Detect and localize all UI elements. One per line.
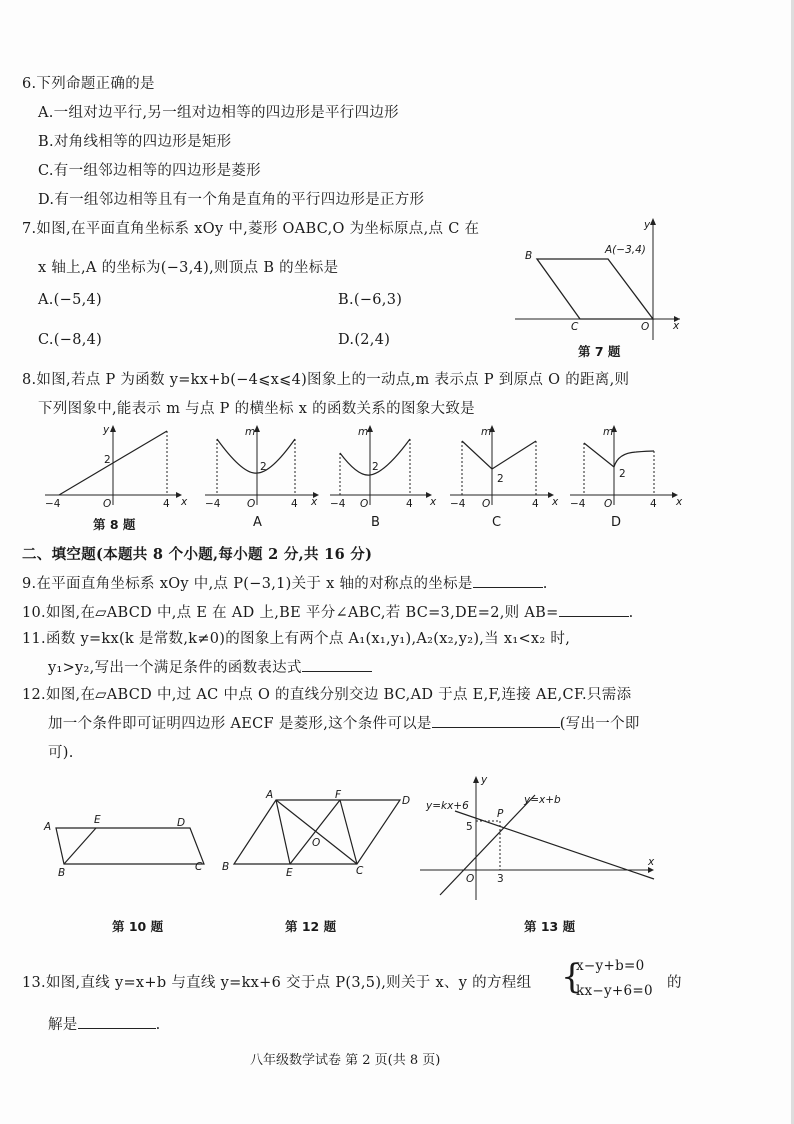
q7-label-y: y bbox=[644, 219, 651, 231]
q10-answer-blank[interactable] bbox=[559, 602, 629, 617]
q10-stem: 10.如图,在▱ABCD 中,点 E 在 AD 上,BE 平分∠ABC,若 BC=3,DE=2,则 AB= bbox=[22, 605, 559, 621]
q8-c-neg4-label: −4 bbox=[450, 498, 466, 510]
q8-a-o-label: O bbox=[247, 498, 256, 510]
q8-caption-main: 第 8 题 bbox=[93, 517, 136, 532]
q8-caption-a: A bbox=[253, 515, 262, 530]
fig13-caption: 第 13 题 bbox=[524, 919, 576, 934]
q8-caption-c: C bbox=[492, 515, 502, 530]
q7-option-a: A.(−5,4) bbox=[38, 292, 103, 308]
q8-c-x-label: x bbox=[552, 496, 559, 508]
q13-system-brace: { bbox=[561, 957, 583, 997]
q7-stem-line2: x 轴上,A 的坐标为(−3,4),则顶点 B 的坐标是 bbox=[38, 260, 339, 276]
q8-d-2-label: 2 bbox=[619, 468, 626, 480]
q8-caption-d: D bbox=[611, 515, 622, 530]
fig10-figure bbox=[40, 810, 210, 880]
q7-label-b: B bbox=[525, 250, 533, 262]
page-footer: 八年级数学试卷 第 2 页(共 8 页) bbox=[250, 1053, 441, 1068]
fig10-label-d: D bbox=[177, 817, 186, 829]
q8-main-o-label: O bbox=[103, 498, 112, 510]
q13-line2 bbox=[48, 1013, 161, 1034]
fig13-label-x: x bbox=[648, 856, 655, 868]
fig12-label-d: D bbox=[402, 795, 411, 807]
q8-main-2-label: 2 bbox=[104, 454, 111, 466]
q6-option-d: D.有一组邻边相等且有一个角是直角的平行四边形是正方形 bbox=[38, 192, 425, 208]
fig10-label-c: C bbox=[195, 861, 203, 873]
fig12-label-a: A bbox=[266, 789, 274, 801]
q12-line1: 12.如图,在▱ABCD 中,过 AC 中点 O 的直线分别交边 BC,AD 于点 E,F,连接 AE,CF.只需添 bbox=[22, 687, 632, 703]
fig12-figure bbox=[220, 790, 420, 890]
q12-line3: 可). bbox=[48, 745, 74, 761]
q7-label-c: C bbox=[571, 321, 579, 333]
q8-main-y-label: y bbox=[103, 424, 110, 436]
q8-stem-line2: 下列图象中,能表示 m 与点 P 的横坐标 x 的函数关系的图象大致是 bbox=[38, 401, 475, 417]
fig10-caption: 第 10 题 bbox=[112, 919, 164, 934]
q7-stem-line1: 7.如图,在平面直角坐标系 xOy 中,菱形 OABC,O 为坐标原点,点 C 在 bbox=[22, 221, 480, 237]
q9-answer-blank[interactable] bbox=[473, 573, 543, 588]
q9-text bbox=[22, 572, 548, 593]
fig12-label-f: F bbox=[335, 789, 342, 801]
q8-b-neg4-label: −4 bbox=[330, 498, 346, 510]
q6-stem: 6.下列命题正确的是 bbox=[22, 76, 155, 92]
q8-graph-d bbox=[570, 425, 690, 515]
q8-b-2-label: 2 bbox=[372, 461, 379, 473]
fig12-label-o: O bbox=[312, 837, 321, 849]
q8-a-neg4-label: −4 bbox=[205, 498, 221, 510]
q8-stem-line1: 8.如图,若点 P 为函数 y=kx+b(−4⩽x⩽4)图象上的一动点,m 表示点 P 到原点 O 的距离,则 bbox=[22, 372, 630, 388]
q12-stem: 加一个条件即可证明四边形 AECF 是菱形,这个条件可以是 bbox=[48, 716, 432, 732]
section2-title: 二、填空题(本题共 8 个小题,每小题 2 分,共 16 分) bbox=[22, 546, 373, 563]
q8-c-o-label: O bbox=[482, 498, 491, 510]
fig12-label-e: E bbox=[286, 867, 293, 879]
q8-graph-main bbox=[45, 424, 188, 515]
q8-b-o-label: O bbox=[360, 498, 369, 510]
fig13-label-y: y bbox=[481, 774, 488, 786]
q7-label-a: A(−3,4) bbox=[605, 244, 646, 256]
fig13-label-p: P bbox=[497, 808, 504, 820]
q8-graph-c bbox=[450, 425, 570, 515]
q8-a-4-label: 4 bbox=[291, 498, 298, 510]
q7-option-c: C.(−8,4) bbox=[38, 332, 103, 348]
fig10-label-a: A bbox=[44, 821, 52, 833]
q13-line1-end: 的 bbox=[667, 975, 682, 991]
q12-line2 bbox=[48, 712, 640, 733]
q8-b-m-label: m bbox=[358, 426, 369, 438]
q11-answer-blank[interactable] bbox=[302, 657, 372, 672]
q8-graph-b bbox=[330, 425, 450, 515]
q6-option-c: C.有一组邻边相等的四边形是菱形 bbox=[38, 163, 261, 179]
q7-label-o: O bbox=[641, 321, 650, 333]
q9-end: . bbox=[542, 576, 548, 592]
q8-d-o-label: O bbox=[604, 498, 613, 510]
q12-stem-end: (写出一个即 bbox=[559, 716, 640, 732]
q7-caption: 第 7 题 bbox=[578, 344, 621, 359]
q8-a-m-label: m bbox=[245, 426, 256, 438]
q8-main-x-label: x bbox=[181, 496, 188, 508]
q9-stem: 9.在平面直角坐标系 xOy 中,点 P(−3,1)关于 x 轴的对称点的坐标是 bbox=[22, 576, 473, 592]
q8-c-4-label: 4 bbox=[532, 498, 539, 510]
q6-option-a: A.一组对边平行,另一组对边相等的四边形是平行四边形 bbox=[38, 105, 399, 121]
fig12-label-c: C bbox=[356, 865, 364, 877]
q7-label-x: x bbox=[673, 320, 680, 332]
q13-eq2: kx−y+6=0 bbox=[576, 983, 653, 999]
q8-main-neg4-label: −4 bbox=[45, 498, 61, 510]
fig10-label-b: B bbox=[58, 867, 66, 879]
q13-answer-blank[interactable] bbox=[78, 1014, 156, 1029]
q11-line1: 11.函数 y=kx(k 是常数,k≠0)的图象上有两个点 A₁(x₁,y₁),A₂(x₂,y₂),当 x₁<x₂ 时, bbox=[22, 631, 571, 647]
q7-option-d: D.(2,4) bbox=[338, 332, 391, 348]
q11-stem: y₁>y₂,写出一个满足条件的函数表达式 bbox=[48, 660, 302, 676]
fig13-label-3: 3 bbox=[497, 873, 504, 885]
q13-line1: 13.如图,直线 y=x+b 与直线 y=kx+6 交于点 P(3,5),则关于 x、y 的方程组 bbox=[22, 975, 532, 991]
q8-graph-a bbox=[205, 425, 325, 515]
q8-a-x-label: x bbox=[311, 496, 318, 508]
q8-b-4-label: 4 bbox=[406, 498, 413, 510]
fig12-label-b: B bbox=[222, 861, 230, 873]
q8-d-4-label: 4 bbox=[650, 498, 657, 510]
q13-eq1: x−y+b=0 bbox=[576, 958, 645, 974]
q10-text bbox=[22, 601, 633, 622]
q10-end: . bbox=[628, 605, 634, 621]
q8-d-m-label: m bbox=[603, 426, 614, 438]
fig13-label-l2: y=x+b bbox=[524, 794, 561, 806]
q8-c-2-label: 2 bbox=[497, 473, 504, 485]
fig13-figure bbox=[420, 775, 660, 905]
fig10-label-e: E bbox=[94, 814, 101, 826]
q8-a-2-label: 2 bbox=[260, 461, 267, 473]
q8-d-x-label: x bbox=[676, 496, 683, 508]
q7-figure bbox=[510, 215, 690, 345]
fig13-label-5: 5 bbox=[466, 821, 473, 833]
q8-main-4-label: 4 bbox=[163, 498, 170, 510]
fig13-label-o: O bbox=[466, 873, 475, 885]
q6-option-b: B.对角线相等的四边形是矩形 bbox=[38, 134, 232, 150]
q8-c-m-label: m bbox=[481, 426, 492, 438]
q7-option-b: B.(−6,3) bbox=[338, 292, 403, 308]
q11-line2 bbox=[48, 656, 372, 677]
q8-d-neg4-label: −4 bbox=[570, 498, 586, 510]
fig13-label-l1: y=kx+6 bbox=[426, 800, 469, 812]
q13-end: . bbox=[155, 1017, 161, 1033]
q12-answer-blank[interactable] bbox=[432, 713, 560, 728]
q8-caption-b: B bbox=[371, 515, 380, 530]
fig12-caption: 第 12 题 bbox=[285, 919, 337, 934]
q8-b-x-label: x bbox=[430, 496, 437, 508]
q13-stem: 解是 bbox=[48, 1017, 78, 1033]
